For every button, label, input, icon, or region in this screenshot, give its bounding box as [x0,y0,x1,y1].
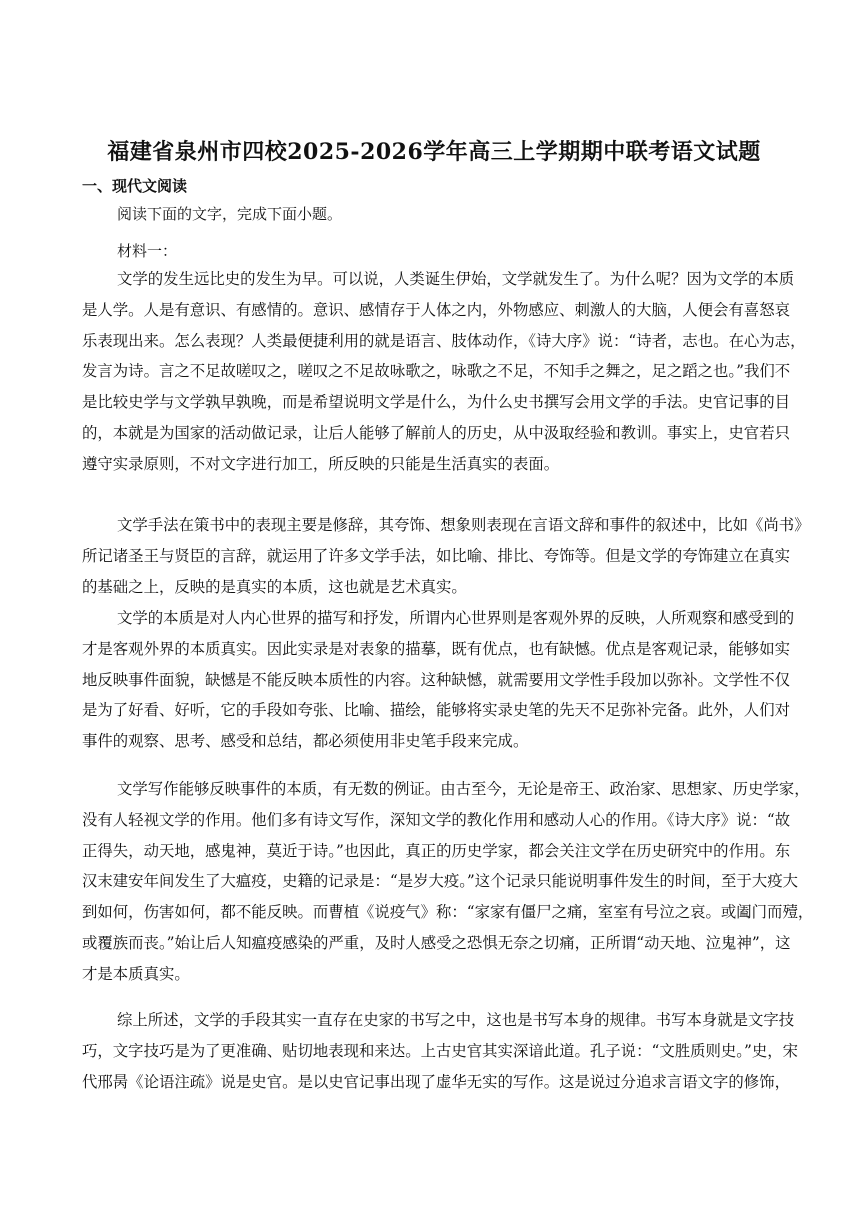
paragraph-line: 是人学。人是有意识、有感情的。意识、感情存于人体之内，外物感应、刺激人的大脑，人便会有喜怒哀 [82,300,790,319]
paragraph-line: 或覆族而丧。”始让后人知瘟疫感染的严重，及时人感受之恐惧无奈之切痛，正所谓“动天地、泣鬼神”，这 [82,933,791,952]
paragraph [82,510,810,602]
paragraph [82,264,806,480]
document-title: 福建省泉州市四校2025-2026学年高三上学期期中联考语文试题 [107,139,761,165]
paragraph-line: 的，本就是为国家的活动做记录，让后人能够了解前人的历史，从中汲取经验和教训。事实上，史官若只 [82,423,790,442]
paragraph-line: 文学写作能够反映事件的本质，有无数的例证。由古至今，无论是帝王、政治家、思想家、历史学家， [117,780,810,798]
paragraph [82,603,795,757]
paragraph [82,774,814,990]
paragraph-line: 是为了好看、好听，它的手段如夸张、比喻、描绘，能够将实录史笔的先天不足弥补完备。此外，人们对 [82,701,790,720]
paragraph [82,1005,799,1097]
paragraph-line: 代邢昺《论语注疏》说是史官。是以史官记事出现了虚华无实的写作。这是说过分追求言语文字的修饰， [82,1072,790,1091]
section-heading: 一、现代文阅读 [82,177,188,195]
paragraph-line: 遵守实录原则，不对文字进行加工，所反映的只能是生活真实的表面。 [82,454,560,473]
paragraph-line: 的基础之上，反映的是真实的本质，这也就是艺术真实。 [82,577,467,596]
paragraph-line: 事件的观察、思考、感受和总结，都必须使用非史笔手段来完成。 [82,732,529,751]
paragraph-line: 发言为诗。言之不足故嗟叹之，嗟叹之不足故咏歌之，咏歌之不足，不知手之舞之，足之蹈之也。”我们不 [82,362,791,381]
paragraph-line: 所记诸圣王与贤臣的言辞，就运用了许多文学手法，如比喻、排比、夸饰等。但是文学的夸饰建立在真实 [82,546,790,565]
paragraph-line: 到如何，伤害如何，都不能反映。而曹植《说疫气》称：“家家有僵尸之痛，室室有号泣之哀。或阖门而殪， [82,903,814,922]
paragraph-line: 文学的本质是对人内心世界的描写和抒发，所谓内心世界则是客观外界的反映，人所观察和感受到的 [117,609,795,627]
paragraph-line: 地反映事件面貌，缺憾是不能反映本质性的内容。这种缺憾，就需要用文学性手段加以弥补。文学性不仅 [82,670,790,689]
paragraph-line: 乐表现出来。怎么表现？人类最便捷利用的就是语言、肢体动作，《诗大序》说：“诗者，志也。在心为志， [82,331,806,350]
paragraph-line: 正得失，动天地，感鬼神，莫近于诗。”也因此，真正的历史学家，都会关注文学在历史研究中的作用。东 [82,841,791,860]
paragraph-line: 是比较史学与文学孰早孰晚，而是希望说明文学是什么，为什么史书撰写会用文学的手法。史官记事的目 [82,393,790,412]
paragraph-line: 才是本质真实。 [82,964,190,983]
reading-instruction: 阅读下面的文字，完成下面小题。 [117,205,343,223]
paragraph-line: 综上所述，文学的手段其实一直存在史家的书写之中，这也是书写本身的规律。书写本身就是文字技 [117,1011,795,1029]
paragraph-line: 才是客观外界的本质真实。因此实录是对表象的描摹，既有优点，也有缺憾。优点是客观记录，能够如实 [82,639,790,658]
material-label: 材料一： [117,242,178,260]
paragraph-line: 文学手法在策书中的表现主要是修辞，其夸饰、想象则表现在言语文辞和事件的叙述中，比如《尚书》 [117,516,810,534]
paragraph-line: 汉末建安年间发生了大瘟疫，史籍的记录是：“是岁大疫。”这个记录只能说明事件发生的时间，至于大疫大 [82,872,799,891]
paragraph-line: 巧，文字技巧是为了更准确、贴切地表现和来达。上古史官其实深谙此道。孔子说：“文胜质则史。”史，宋 [82,1041,799,1060]
paragraph-line: 文学的发生远比史的发生为早。可以说，人类诞生伊始，文学就发生了。为什么呢？因为文学的本质 [117,270,795,288]
paragraph-line: 没有人轻视文学的作用。他们多有诗文写作，深知文学的教化作用和感动人心的作用。《诗大序》说：“故 [82,810,791,829]
